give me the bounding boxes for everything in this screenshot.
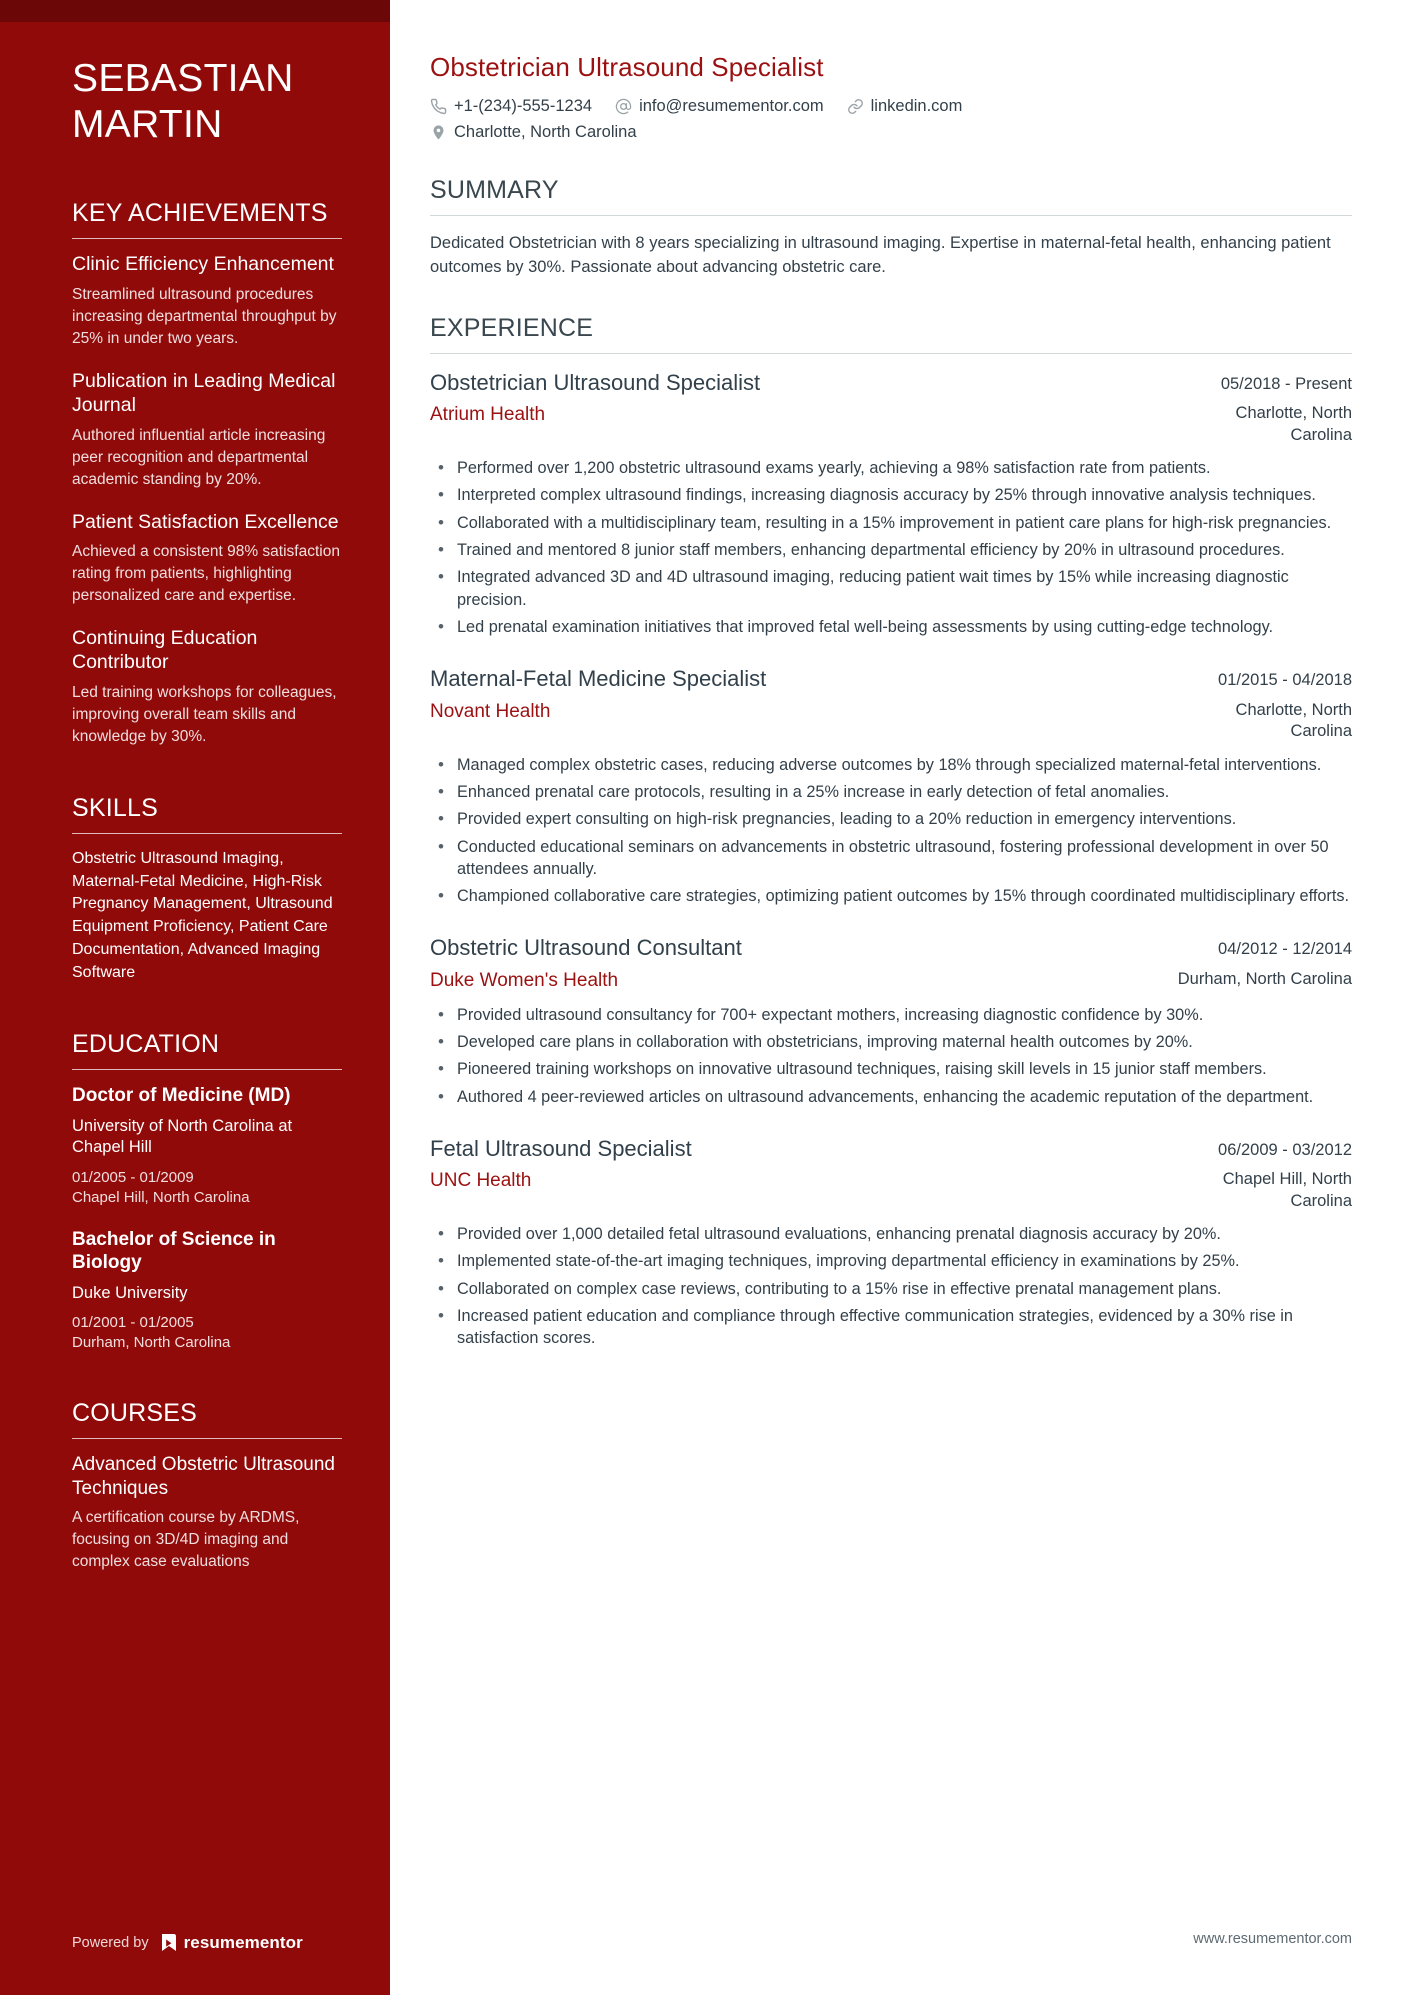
job-bullet: • Interpreted complex ultrasound findings, increasing diagnosis accuracy by 25% through innovative analysis techniques. bbox=[430, 484, 1352, 506]
job-location: Durham, North Carolina bbox=[1177, 969, 1352, 988]
contact-row-location bbox=[430, 123, 1352, 142]
section-title-experience: EXPERIENCE bbox=[430, 313, 594, 342]
experience-item bbox=[430, 370, 1352, 638]
job-bullet: • Collaborated with a multidisciplinary team, resulting in a 15% improvement in patient care plans for high-risk pregnancies. bbox=[430, 512, 1352, 534]
skills-list: Obstetric Ultrasound Imaging, Maternal-Fetal Medicine, High-Risk Pregnancy Management, Ultrasound Equipment Proficiency, Patient Care Documentation, Advanced Imaging Software bbox=[72, 849, 333, 981]
job-bullets bbox=[430, 1004, 1352, 1108]
link-icon bbox=[847, 98, 864, 115]
section-summary bbox=[430, 176, 1352, 280]
job-location: Charlotte, North Carolina bbox=[1235, 700, 1352, 741]
job-bullet: • Championed collaborative care strategies, optimizing patient outcomes by 15% through coordinated multidisciplinary efforts. bbox=[430, 885, 1352, 907]
job-subheader bbox=[430, 700, 1352, 743]
divider bbox=[430, 215, 1352, 216]
divider bbox=[430, 353, 1352, 354]
job-company: Atrium Health bbox=[430, 404, 546, 426]
job-bullet: • Provided over 1,000 detailed fetal ultrasound evaluations, enhancing prenatal diagnosis accuracy by 20%. bbox=[430, 1223, 1352, 1245]
divider bbox=[72, 1069, 342, 1070]
job-bullet: • Enhanced prenatal care protocols, resulting in a 25% increase in early detection of fetal anomalies. bbox=[430, 781, 1352, 803]
achievement-item bbox=[72, 511, 342, 608]
job-title: Fetal Ultrasound Specialist bbox=[430, 1135, 692, 1161]
job-dates: 01/2015 - 04/2018 bbox=[1218, 671, 1352, 690]
education-degree: Bachelor of Science in Biology bbox=[72, 1228, 276, 1274]
phone-icon bbox=[430, 98, 447, 115]
sidebar-footer bbox=[72, 1933, 303, 1953]
contact-location bbox=[430, 123, 637, 142]
achievement-title: Publication in Leading Medical Journal bbox=[72, 370, 336, 416]
job-location: Charlotte, North Carolina bbox=[1235, 404, 1352, 444]
contact-info bbox=[430, 97, 1352, 142]
link-url: linkedin.com bbox=[870, 97, 963, 115]
job-bullet: • Trained and mentored 8 junior staff members, enhancing departmental efficiency by 20% in ultrasound procedures. bbox=[430, 539, 1352, 561]
section-title-skills: SKILLS bbox=[72, 793, 158, 822]
section-title-education: EDUCATION bbox=[72, 1030, 220, 1059]
section-skills bbox=[72, 794, 342, 984]
job-subheader bbox=[430, 969, 1352, 993]
email-address: info@resumementor.com bbox=[639, 97, 824, 115]
job-bullets bbox=[430, 457, 1352, 638]
section-title-key-achievements: KEY ACHIEVEMENTS bbox=[72, 199, 328, 228]
education-school: Duke University bbox=[72, 1283, 188, 1302]
resumementor-wordmark: resumementor bbox=[183, 1933, 303, 1952]
footer-website-url: www.resumementor.com bbox=[1193, 1931, 1352, 1947]
page-title: Obstetrician Ultrasound Specialist bbox=[430, 52, 824, 82]
job-bullet: • Conducted educational seminars on advancements in obstetric ultrasound, fostering professional development in over 50 attendees annually. bbox=[430, 836, 1352, 881]
job-title: Maternal-Fetal Medicine Specialist bbox=[430, 666, 767, 692]
job-bullet: • Pioneered training workshops on innovative ultrasound techniques, raising skill levels in 15 junior staff members. bbox=[430, 1058, 1352, 1080]
resumementor-logo bbox=[160, 1933, 303, 1953]
course-title: Advanced Obstetric Ultrasound Techniques bbox=[72, 1453, 335, 1499]
experience-item bbox=[430, 1136, 1352, 1350]
phone-number: +1-(234)-555-1234 bbox=[454, 97, 593, 115]
job-company: UNC Health bbox=[430, 1170, 532, 1192]
contact-row-primary bbox=[430, 97, 1352, 116]
job-header bbox=[430, 666, 1352, 692]
education-school: University of North Carolina at Chapel Hill bbox=[72, 1116, 293, 1157]
contact-link[interactable] bbox=[847, 97, 963, 116]
contact-phone[interactable] bbox=[430, 97, 592, 116]
job-bullet: • Managed complex obstetric cases, reducing adverse outcomes by 18% through specialized maternal-fetal interventions. bbox=[430, 754, 1352, 776]
job-title: Obstetric Ultrasound Consultant bbox=[430, 935, 742, 961]
achievement-item bbox=[72, 627, 342, 748]
job-bullets bbox=[430, 1223, 1352, 1350]
section-key-achievements bbox=[72, 199, 342, 748]
achievement-description: Authored influential article increasing peer recognition and departmental academic standing by 20%. bbox=[72, 426, 326, 488]
job-bullet: • Provided expert consulting on high-risk pregnancies, leading to a 20% reduction in emergency interventions. bbox=[430, 808, 1352, 830]
resumementor-mark-icon bbox=[160, 1934, 177, 1953]
achievement-title: Continuing Education Contributor bbox=[72, 627, 258, 674]
education-item bbox=[72, 1084, 342, 1207]
achievement-item bbox=[72, 253, 342, 350]
experience-item bbox=[430, 666, 1352, 907]
education-location: Chapel Hill, North Carolina bbox=[72, 1188, 250, 1206]
map-pin-icon bbox=[430, 124, 447, 141]
job-header bbox=[430, 370, 1352, 396]
sidebar bbox=[0, 0, 390, 1995]
job-bullet: • Led prenatal examination initiatives that improved fetal well-being assessments by using cutting-edge technology. bbox=[430, 616, 1352, 638]
job-bullet: • Performed over 1,200 obstetric ultrasound exams yearly, achieving a 98% satisfaction rate from patients. bbox=[430, 457, 1352, 479]
candidate-last-name: MARTIN bbox=[72, 102, 223, 146]
job-subheader bbox=[430, 1169, 1352, 1212]
job-bullet: • Developed care plans in collaboration with obstetricians, improving maternal health outcomes by 20%. bbox=[430, 1031, 1352, 1053]
section-courses bbox=[72, 1399, 342, 1574]
education-degree: Doctor of Medicine (MD) bbox=[72, 1085, 291, 1107]
section-education bbox=[72, 1030, 342, 1353]
job-company: Duke Women's Health bbox=[430, 969, 619, 991]
candidate-first-name: SEBASTIAN bbox=[72, 57, 294, 100]
at-sign-icon bbox=[615, 98, 632, 115]
job-company: Novant Health bbox=[430, 700, 551, 722]
contact-email[interactable] bbox=[615, 97, 824, 116]
achievement-description: Led training workshops for colleagues, improving overall team skills and knowledge by 30%. bbox=[72, 683, 337, 745]
education-dates: 01/2001 - 01/2005 bbox=[72, 1314, 194, 1332]
course-description: A certification course by ARDMS, focusing on 3D/4D imaging and complex case evaluations bbox=[72, 1509, 300, 1571]
divider bbox=[72, 833, 342, 834]
divider bbox=[72, 238, 342, 239]
powered-by-label: Powered by bbox=[72, 1935, 149, 1951]
job-bullet: • Authored 4 peer-reviewed articles on ultrasound advancements, enhancing the academic reputation of the department. bbox=[430, 1086, 1352, 1108]
job-header bbox=[430, 1136, 1352, 1162]
summary-text: Dedicated Obstetrician with 8 years specializing in ultrasound imaging. Expertise in maternal-fetal health, enhancing patient outcomes by 30%. Passionate about advancing obstetric care. bbox=[430, 234, 1331, 276]
job-dates: 04/2012 - 12/2014 bbox=[1218, 940, 1352, 959]
job-location: Chapel Hill, North Carolina bbox=[1222, 1170, 1352, 1210]
job-dates: 06/2009 - 03/2012 bbox=[1218, 1140, 1352, 1159]
education-location: Durham, North Carolina bbox=[72, 1334, 231, 1352]
section-title-summary: SUMMARY bbox=[430, 176, 559, 204]
education-dates: 01/2005 - 01/2009 bbox=[72, 1168, 194, 1186]
achievement-item bbox=[72, 370, 342, 491]
main-content bbox=[390, 0, 1410, 1995]
achievement-description: Streamlined ultrasound procedures increasing departmental throughput by 25% in under two years. bbox=[72, 286, 337, 348]
location-text: Charlotte, North Carolina bbox=[454, 123, 637, 141]
job-bullets bbox=[430, 754, 1352, 908]
achievement-description: Achieved a consistent 98% satisfaction rating from patients, highlighting personalized care and expertise. bbox=[72, 543, 340, 605]
job-bullet: • Increased patient education and compliance through effective communication strategies, evidenced by a 30% rise in satisfaction scores. bbox=[430, 1305, 1352, 1350]
candidate-name bbox=[72, 56, 342, 147]
achievement-title: Clinic Efficiency Enhancement bbox=[72, 253, 334, 276]
experience-item bbox=[430, 935, 1352, 1107]
job-subheader bbox=[430, 403, 1352, 446]
job-bullet: • Collaborated on complex case reviews, contributing to a 15% rise in effective prenatal management plans. bbox=[430, 1278, 1352, 1300]
job-bullet: • Implemented state-of-the-art imaging techniques, improving departmental efficiency in examinations by 25%. bbox=[430, 1250, 1352, 1272]
divider bbox=[72, 1438, 342, 1439]
job-bullet: • Integrated advanced 3D and 4D ultrasound imaging, reducing patient wait times by 15% while increasing diagnostic precision. bbox=[430, 566, 1352, 611]
achievement-title: Patient Satisfaction Excellence bbox=[72, 510, 339, 533]
job-header bbox=[430, 935, 1352, 961]
course-item bbox=[72, 1453, 342, 1574]
job-dates: 05/2018 - Present bbox=[1220, 374, 1352, 393]
job-bullet: • Provided ultrasound consultancy for 700+ expectant mothers, increasing diagnostic confidence by 30%. bbox=[430, 1004, 1352, 1026]
job-title: Obstetrician Ultrasound Specialist bbox=[430, 369, 761, 395]
section-experience bbox=[430, 314, 1352, 1350]
education-item bbox=[72, 1228, 342, 1353]
section-title-courses: COURSES bbox=[72, 1398, 198, 1427]
